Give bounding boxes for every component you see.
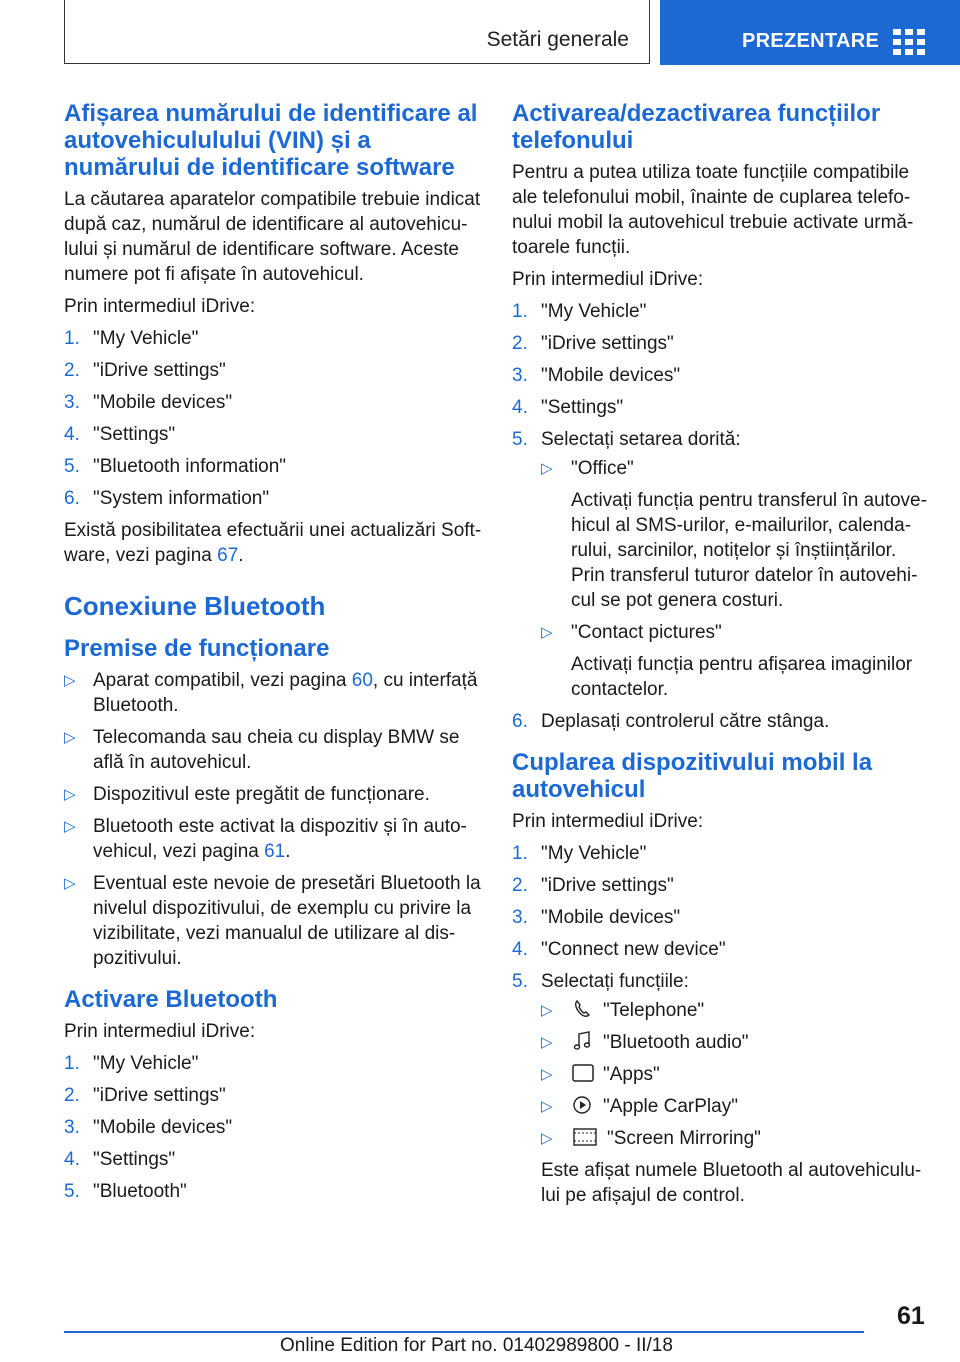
phone-steps-list xyxy=(512,299,930,734)
page-number: 61 xyxy=(897,1302,925,1330)
page-link-61[interactable]: 61 xyxy=(264,841,286,862)
triangle-bullet-icon: ▷ xyxy=(64,729,76,746)
vin-via-label: Prin intermediul iDrive: xyxy=(64,296,256,317)
list-item: ▷ "Screen Mirroring" xyxy=(541,1128,761,1149)
triangle-bullet-icon: ▷ xyxy=(64,672,76,689)
couple-via-label: Prin intermediul iDrive: xyxy=(512,811,704,832)
list-item: 2. "iDrive settings" xyxy=(512,875,674,896)
list-item: 3. "Mobile devices" xyxy=(64,1117,233,1138)
list-item: ▷ "Apps" xyxy=(541,1064,660,1085)
list-item: 4. "Settings" xyxy=(512,397,624,418)
triangle-bullet-icon: ▷ xyxy=(541,1034,553,1051)
list-item: ▷ "Contact pictures" Activați funcția pentru afișarea imaginilor contactelor. xyxy=(541,622,913,700)
list-item: 5. Selectați funcțiile: ▷ "Telephone" ▷ "Bluetooth audio" ▷ "Apps" ▷ "Apple CarPlay" ▷ "Screen Mirroring" Este afișat numele Bluetooth al autovehiculului pe afișajul de control. xyxy=(512,969,930,1208)
list-item: 2. "iDrive settings" xyxy=(64,1085,226,1106)
list-item: ▷ Telecomanda sau cheia cu display BMW se află în autovehicul. xyxy=(64,727,460,773)
list-item: 4. "Connect new device" xyxy=(512,939,726,960)
carplay-icon xyxy=(571,1095,595,1115)
prereq-list xyxy=(64,668,482,971)
list-item: 3. "Mobile devices" xyxy=(512,907,681,928)
music-note-icon xyxy=(571,1031,595,1051)
phone-functions-heading: Activarea/dezactivarea funcțiilor telefonului xyxy=(512,100,881,154)
screen-mirroring-icon xyxy=(571,1127,599,1147)
list-item: 3. "Mobile devices" xyxy=(512,365,681,386)
triangle-bullet-icon: ▷ xyxy=(64,875,76,892)
section-box xyxy=(64,0,650,64)
grid-icon xyxy=(893,29,925,53)
list-item: ▷ Eventual este nevoie de presetări Bluetooth la nivelul dispozitivului, de exemplu cu privire la vizibilitate, vezi manualul de utilizare al dispozitivului. xyxy=(64,873,481,969)
list-item: 4. "Settings" xyxy=(64,1149,176,1170)
right-column xyxy=(512,100,930,1215)
triangle-bullet-icon: ▷ xyxy=(541,460,553,477)
list-item: 1. "My Vehicle" xyxy=(64,1053,199,1074)
triangle-bullet-icon: ▷ xyxy=(64,786,76,803)
triangle-bullet-icon: ▷ xyxy=(541,1098,553,1115)
telephone-icon xyxy=(571,999,595,1019)
triangle-bullet-icon: ▷ xyxy=(541,1002,553,1019)
couple-steps-list xyxy=(512,841,930,1208)
list-item: 6. Deplasați controlerul către stânga. xyxy=(512,711,830,732)
couple-end-text: Este afișat numele Bluetooth al autovehiculului pe afișajul de control. xyxy=(541,1160,922,1206)
page-header xyxy=(0,0,960,66)
list-item: 5. "Bluetooth information" xyxy=(64,456,287,477)
vin-paragraph: La căutarea aparatelor compatibile trebuie indicat după caz, numărul de identificare al autovehiculului și numărul de identificare software. Aceste numere pot fi afișate în autovehicul. xyxy=(64,189,481,285)
vin-heading: Afișarea numărului de identificare al autovehicululului (VIN) și a numărului de identificare software xyxy=(64,100,478,181)
list-item: 5. "Bluetooth" xyxy=(64,1181,187,1202)
list-item: ▷ Dispozitivul este pregătit de funcționare. xyxy=(64,784,430,805)
list-item: 2. "iDrive settings" xyxy=(512,333,674,354)
list-item: 1. "My Vehicle" xyxy=(512,843,647,864)
triangle-bullet-icon: ▷ xyxy=(541,1130,553,1147)
couple-heading: Cuplarea dispozitivului mobil la autovehicul xyxy=(512,749,873,803)
apps-icon xyxy=(571,1063,595,1083)
triangle-bullet-icon: ▷ xyxy=(64,818,76,835)
phone-options-list xyxy=(541,456,930,702)
footer-divider xyxy=(64,1331,864,1333)
page-link-67[interactable]: 67 xyxy=(217,545,239,566)
vin-steps-list xyxy=(64,326,482,511)
page-link-60[interactable]: 60 xyxy=(351,670,373,691)
list-item: ▷ Bluetooth este activat la dispozitiv și în autovehicul, vezi pagina 61. xyxy=(64,816,467,862)
update-paragraph: Există posibilitatea efectuării unei actualizări Software, vezi pagina 67. xyxy=(64,520,482,566)
phone-via-label: Prin intermediul iDrive: xyxy=(512,269,704,290)
list-item: ▷ "Apple CarPlay" xyxy=(541,1096,738,1117)
activate-steps-list xyxy=(64,1051,482,1204)
chapter-title: PREZENTARE xyxy=(742,30,880,52)
triangle-bullet-icon: ▷ xyxy=(541,1066,553,1083)
phone-paragraph: Pentru a putea utiliza toate funcțiile compatibile ale telefonului mobil, înainte de cuplarea telefonului mobil la autovehicul trebuie activate următoarele funcții. xyxy=(512,162,914,258)
chapter-tab xyxy=(660,0,960,65)
functions-list xyxy=(541,998,930,1151)
list-item: ▷ "Telephone" xyxy=(541,1000,705,1021)
list-item: 1. "My Vehicle" xyxy=(64,328,199,349)
list-item: 5. Selectați setarea dorită: ▷ "Office" Activați funcția pentru transferul în autovehicul al SMS-urilor, e-mailurilor, calendarului, sarcinilor, notițelor și înștiințărilor. Prin transferul tuturor datelor în autovehicul se pot genera costuri. ▷ "Contact pictures" Activați funcția pentru afișarea imaginilor contactelor. xyxy=(512,427,930,702)
list-item: 6. "System information" xyxy=(64,488,270,509)
bluetooth-heading: Conexiune Bluetooth xyxy=(64,591,326,621)
activate-heading: Activare Bluetooth xyxy=(64,986,278,1013)
section-title: Setări generale xyxy=(486,28,629,51)
list-item: 2. "iDrive settings" xyxy=(64,360,226,381)
list-item: 3. "Mobile devices" xyxy=(64,392,233,413)
list-item: 1. "My Vehicle" xyxy=(512,301,647,322)
prereq-heading: Premise de funcționare xyxy=(64,635,330,662)
left-column xyxy=(64,100,482,1211)
footer-edition: Online Edition for Part no. 01402989800 - II/18 xyxy=(280,1335,673,1356)
list-item: ▷ "Bluetooth audio" xyxy=(541,1032,749,1053)
triangle-bullet-icon: ▷ xyxy=(541,624,553,641)
list-item: ▷ Aparat compatibil, vezi pagina 60, cu interfață Bluetooth. xyxy=(64,670,478,716)
list-item: 4. "Settings" xyxy=(64,424,176,445)
activate-via-label: Prin intermediul iDrive: xyxy=(64,1021,256,1042)
list-item: ▷ "Office" Activați funcția pentru transferul în autovehicul al SMS-urilor, e-mailurilor, calendarului, sarcinilor, notițelor și înștiințărilor. Prin transferul tuturor datelor în autovehicul se pot genera costuri. xyxy=(541,458,927,611)
